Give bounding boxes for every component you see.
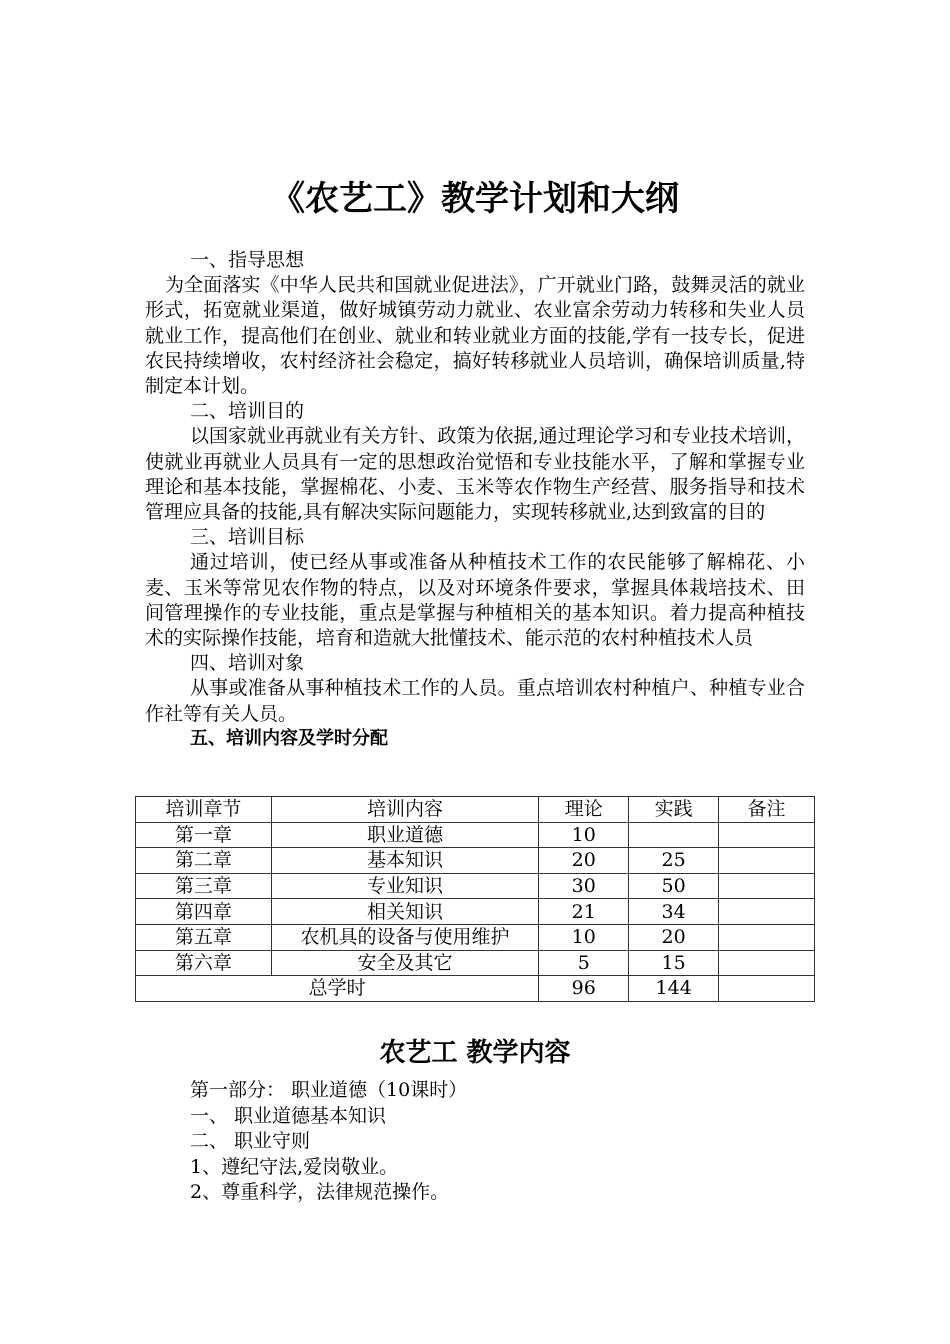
table-cell xyxy=(719,950,815,976)
section-heading-1: 一、指导思想 xyxy=(190,249,305,271)
header-cell: 培训内容 xyxy=(271,797,539,823)
table-cell: 15 xyxy=(629,950,719,976)
header-cell: 培训章节 xyxy=(136,797,272,823)
table-cell xyxy=(629,822,719,848)
content-line: 一、 职业道德基本知识 xyxy=(190,1104,387,1127)
content-line: 1、遵纪守法,爱岗敬业。 xyxy=(190,1155,399,1178)
section-text-1: 为全面落实《中华人民共和国就业促进法》，广开就业门路，鼓舞灵活的就业形式，拓宽就业渠道，做好城镇劳动力就业、农业富余劳动力转移和失业人员就业工作，提高他们在创业、就业和转业就业方面的技能,学有一技专长，促进农民持续增收，农村经济社会稳定，搞好转移就业人员培训，确保培训质量,特制定本计划。 xyxy=(145,274,805,398)
table-row xyxy=(136,822,815,848)
table-cell xyxy=(719,924,815,950)
section-heading-4: 四、培训对象 xyxy=(190,652,305,675)
total-cell: 96 xyxy=(539,976,629,1002)
section-heading-2: 二、培训目的 xyxy=(190,400,305,423)
table-cell: 相关知识 xyxy=(271,899,539,925)
table-row xyxy=(136,899,815,925)
table-cell: 20 xyxy=(629,924,719,950)
section-text-2: 以国家就业再就业有关方针、政策为依据,通过理论学习和专业技术培训，使就业再就业人员具有一定的思想政治觉悟和专业技能水平，了解和掌握专业理论和基本技能，掌握棉花、小麦、玉米等农作物生产经营、服务指导和技术管理应具备的技能,具有解决实际问题能力，实现转移就业,达到致富的目的 xyxy=(145,425,805,524)
table-header-row xyxy=(136,797,815,823)
table-cell: 10 xyxy=(539,924,629,950)
table-cell xyxy=(719,873,815,899)
header-cell: 理论 xyxy=(539,797,629,823)
table-cell: 第三章 xyxy=(136,873,272,899)
content-line: 2、尊重科学，法律规范操作。 xyxy=(190,1181,450,1204)
table-cell: 第六章 xyxy=(136,950,272,976)
table-cell xyxy=(719,822,815,848)
header-cell: 实践 xyxy=(629,797,719,823)
content-subtitle: 农艺工 教学内容 xyxy=(379,1038,571,1068)
table-cell: 21 xyxy=(539,899,629,925)
table-row xyxy=(136,848,815,874)
schedule-table xyxy=(135,796,815,1002)
table-cell: 20 xyxy=(539,848,629,874)
section-text-4: 从事或准备从事种植技术工作的人员。重点培训农村种植户、种植专业合作社等有关人员。 xyxy=(145,677,805,725)
table-cell: 第四章 xyxy=(136,899,272,925)
table-row xyxy=(136,873,815,899)
table-cell: 30 xyxy=(539,873,629,899)
table-cell: 5 xyxy=(539,950,629,976)
table-cell: 25 xyxy=(629,848,719,874)
table-cell: 第一章 xyxy=(136,822,272,848)
table-cell: 职业道德 xyxy=(271,822,539,848)
table-cell xyxy=(719,848,815,874)
table-cell: 农机具的设备与使用维护 xyxy=(271,924,539,950)
total-cell: 144 xyxy=(629,976,719,1002)
section-text-3: 通过培训，使已经从事或准备从种植技术工作的农民能够了解棉花、小麦、玉米等常见农作物的特点，以及对环境条件要求，掌握具体栽培技术、田间管理操作的专业技能，重点是掌握与种植相关的基本知识。着力提高种植技术的实际操作技能，培育和造就大批懂技术、能示范的农村种植技术人员 xyxy=(145,551,805,650)
section-heading-5: 五、培训内容及学时分配 xyxy=(190,727,388,749)
table-cell: 专业知识 xyxy=(271,873,539,899)
total-cell xyxy=(719,976,815,1002)
table-cell xyxy=(719,899,815,925)
document-body xyxy=(145,248,805,751)
table-row xyxy=(136,924,815,950)
table-row xyxy=(136,950,815,976)
total-label-cell: 总学时 xyxy=(136,976,539,1002)
document-title: 《农艺工》教学计划和大纲 xyxy=(271,179,679,219)
section-heading-3: 三、培训目标 xyxy=(190,526,305,549)
table-cell: 34 xyxy=(629,899,719,925)
table-cell: 50 xyxy=(629,873,719,899)
content-line: 第一部分： 职业道德（10课时） xyxy=(190,1079,468,1101)
table-total-row xyxy=(136,976,815,1002)
table-cell: 第二章 xyxy=(136,848,272,874)
content-lines xyxy=(190,1078,467,1206)
table-cell: 第五章 xyxy=(136,924,272,950)
table-cell: 基本知识 xyxy=(271,848,539,874)
table-cell: 10 xyxy=(539,822,629,848)
content-line: 二、 职业守则 xyxy=(190,1130,311,1153)
table-cell: 安全及其它 xyxy=(271,950,539,976)
header-cell: 备注 xyxy=(719,797,815,823)
